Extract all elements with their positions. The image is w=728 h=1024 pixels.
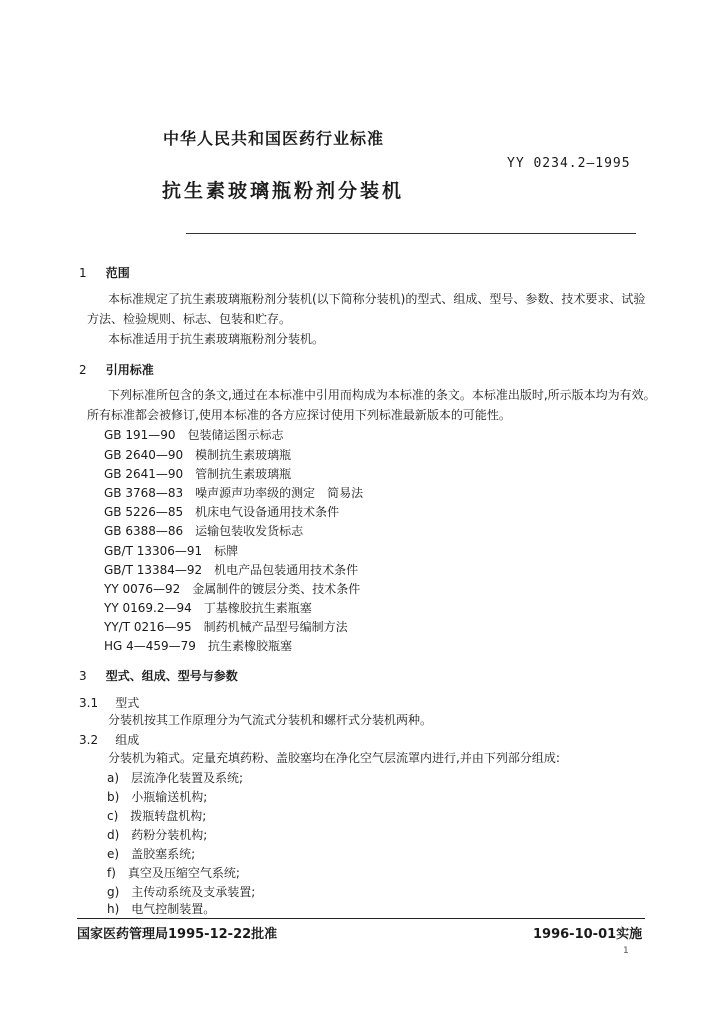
component-list-item: a) 层流净化装置及系统; — [107, 771, 244, 785]
document-title: 抗生素玻璃瓶粉剂分装机 — [162, 180, 405, 202]
section-1-paragraph-2: 本标准适用于抗生素玻璃瓶粉剂分装机。 — [108, 332, 325, 346]
section-2-intro: 下列标准所包含的条文,通过在本标准中引用而构成为本标准的条文。本标准出版时,所示版本均为有效。所有标准都会被修订,使用本标准的各方应探讨使用下列标准最新版本的可能性。 — [87, 388, 656, 422]
reference-item: GB 5226—85 机床电气设备通用技术条件 — [104, 505, 340, 519]
section-3-heading — [79, 665, 238, 686]
component-list-item: b) 小瓶输送机构; — [107, 790, 208, 804]
component-list-item: f) 真空及压缩空气系统; — [107, 866, 240, 880]
reference-item: HG 4—459—79 抗生素橡胶瓶塞 — [104, 639, 292, 653]
section-number: 2 — [79, 363, 87, 377]
reference-item: GB 6388—86 运输包装收发货标志 — [104, 524, 304, 538]
standard-number: YY 0234.2—1995 — [507, 156, 631, 171]
subsection-3-2-text: 分装机为箱式。定量充填药粉、盖胶塞均在净化空气层流罩内进行,并由下列部分组成: — [108, 751, 560, 765]
reference-item: GB/T 13384—92 机电产品包装通用技术条件 — [104, 563, 359, 577]
footer-divider — [77, 918, 645, 919]
component-list-item: g) 主传动系统及支承装置; — [107, 885, 256, 899]
subsection-title: 组成 — [115, 733, 140, 747]
page-number: 1 — [623, 946, 629, 956]
approval-line: 国家医药管理局1995-12-22批准 — [77, 927, 278, 942]
subsection-number: 3.2 — [79, 733, 99, 747]
component-list-item: h) 电气控制装置。 — [107, 902, 216, 916]
section-title: 型式、组成、型号与参数 — [105, 669, 238, 683]
reference-item: YY 0076—92 金属制件的镀层分类、技术条件 — [104, 582, 361, 596]
title-divider — [186, 233, 636, 234]
reference-item: GB 2640—90 模制抗生素玻璃瓶 — [104, 448, 292, 462]
section-1-paragraph-1: 本标准规定了抗生素玻璃瓶粉剂分装机(以下简称分装机)的型式、组成、型号、参数、技术要求、试验方法、检验规则、标志、包装和贮存。 — [87, 292, 646, 326]
section-title: 引用标准 — [105, 363, 154, 377]
section-number: 1 — [79, 266, 87, 280]
subsection-3-1-text: 分装机按其工作原理分为气流式分装机和螺杆式分装机两种。 — [108, 713, 433, 727]
subsection-title: 型式 — [115, 696, 140, 710]
reference-item: GB 3768—83 噪声源声功率级的测定 简易法 — [104, 486, 364, 500]
subsection-number: 3.1 — [79, 696, 99, 710]
section-1-heading — [79, 262, 130, 283]
reference-item: GB/T 13306—91 标牌 — [104, 544, 239, 558]
reference-item: YY 0169.2—94 丁基橡胶抗生素瓶塞 — [104, 601, 312, 615]
component-list-item: c) 拨瓶转盘机构; — [107, 809, 207, 823]
implementation-date: 1996-10-01实施 — [533, 927, 643, 942]
component-list-item: e) 盖胶塞系统; — [107, 847, 196, 861]
component-list-item: d) 药粉分装机构; — [107, 828, 208, 842]
reference-item: YY/T 0216—95 制药机械产品型号编制方法 — [104, 620, 348, 634]
section-2-heading — [79, 359, 154, 380]
reference-item: GB 191—90 包装储运图示标志 — [104, 428, 284, 442]
issuing-authority-header: 中华人民共和国医药行业标准 — [163, 129, 385, 148]
section-number: 3 — [79, 669, 87, 683]
reference-item: GB 2641—90 管制抗生素玻璃瓶 — [104, 467, 292, 481]
section-title: 范围 — [105, 266, 130, 280]
subsection-3-2-heading — [79, 729, 139, 750]
